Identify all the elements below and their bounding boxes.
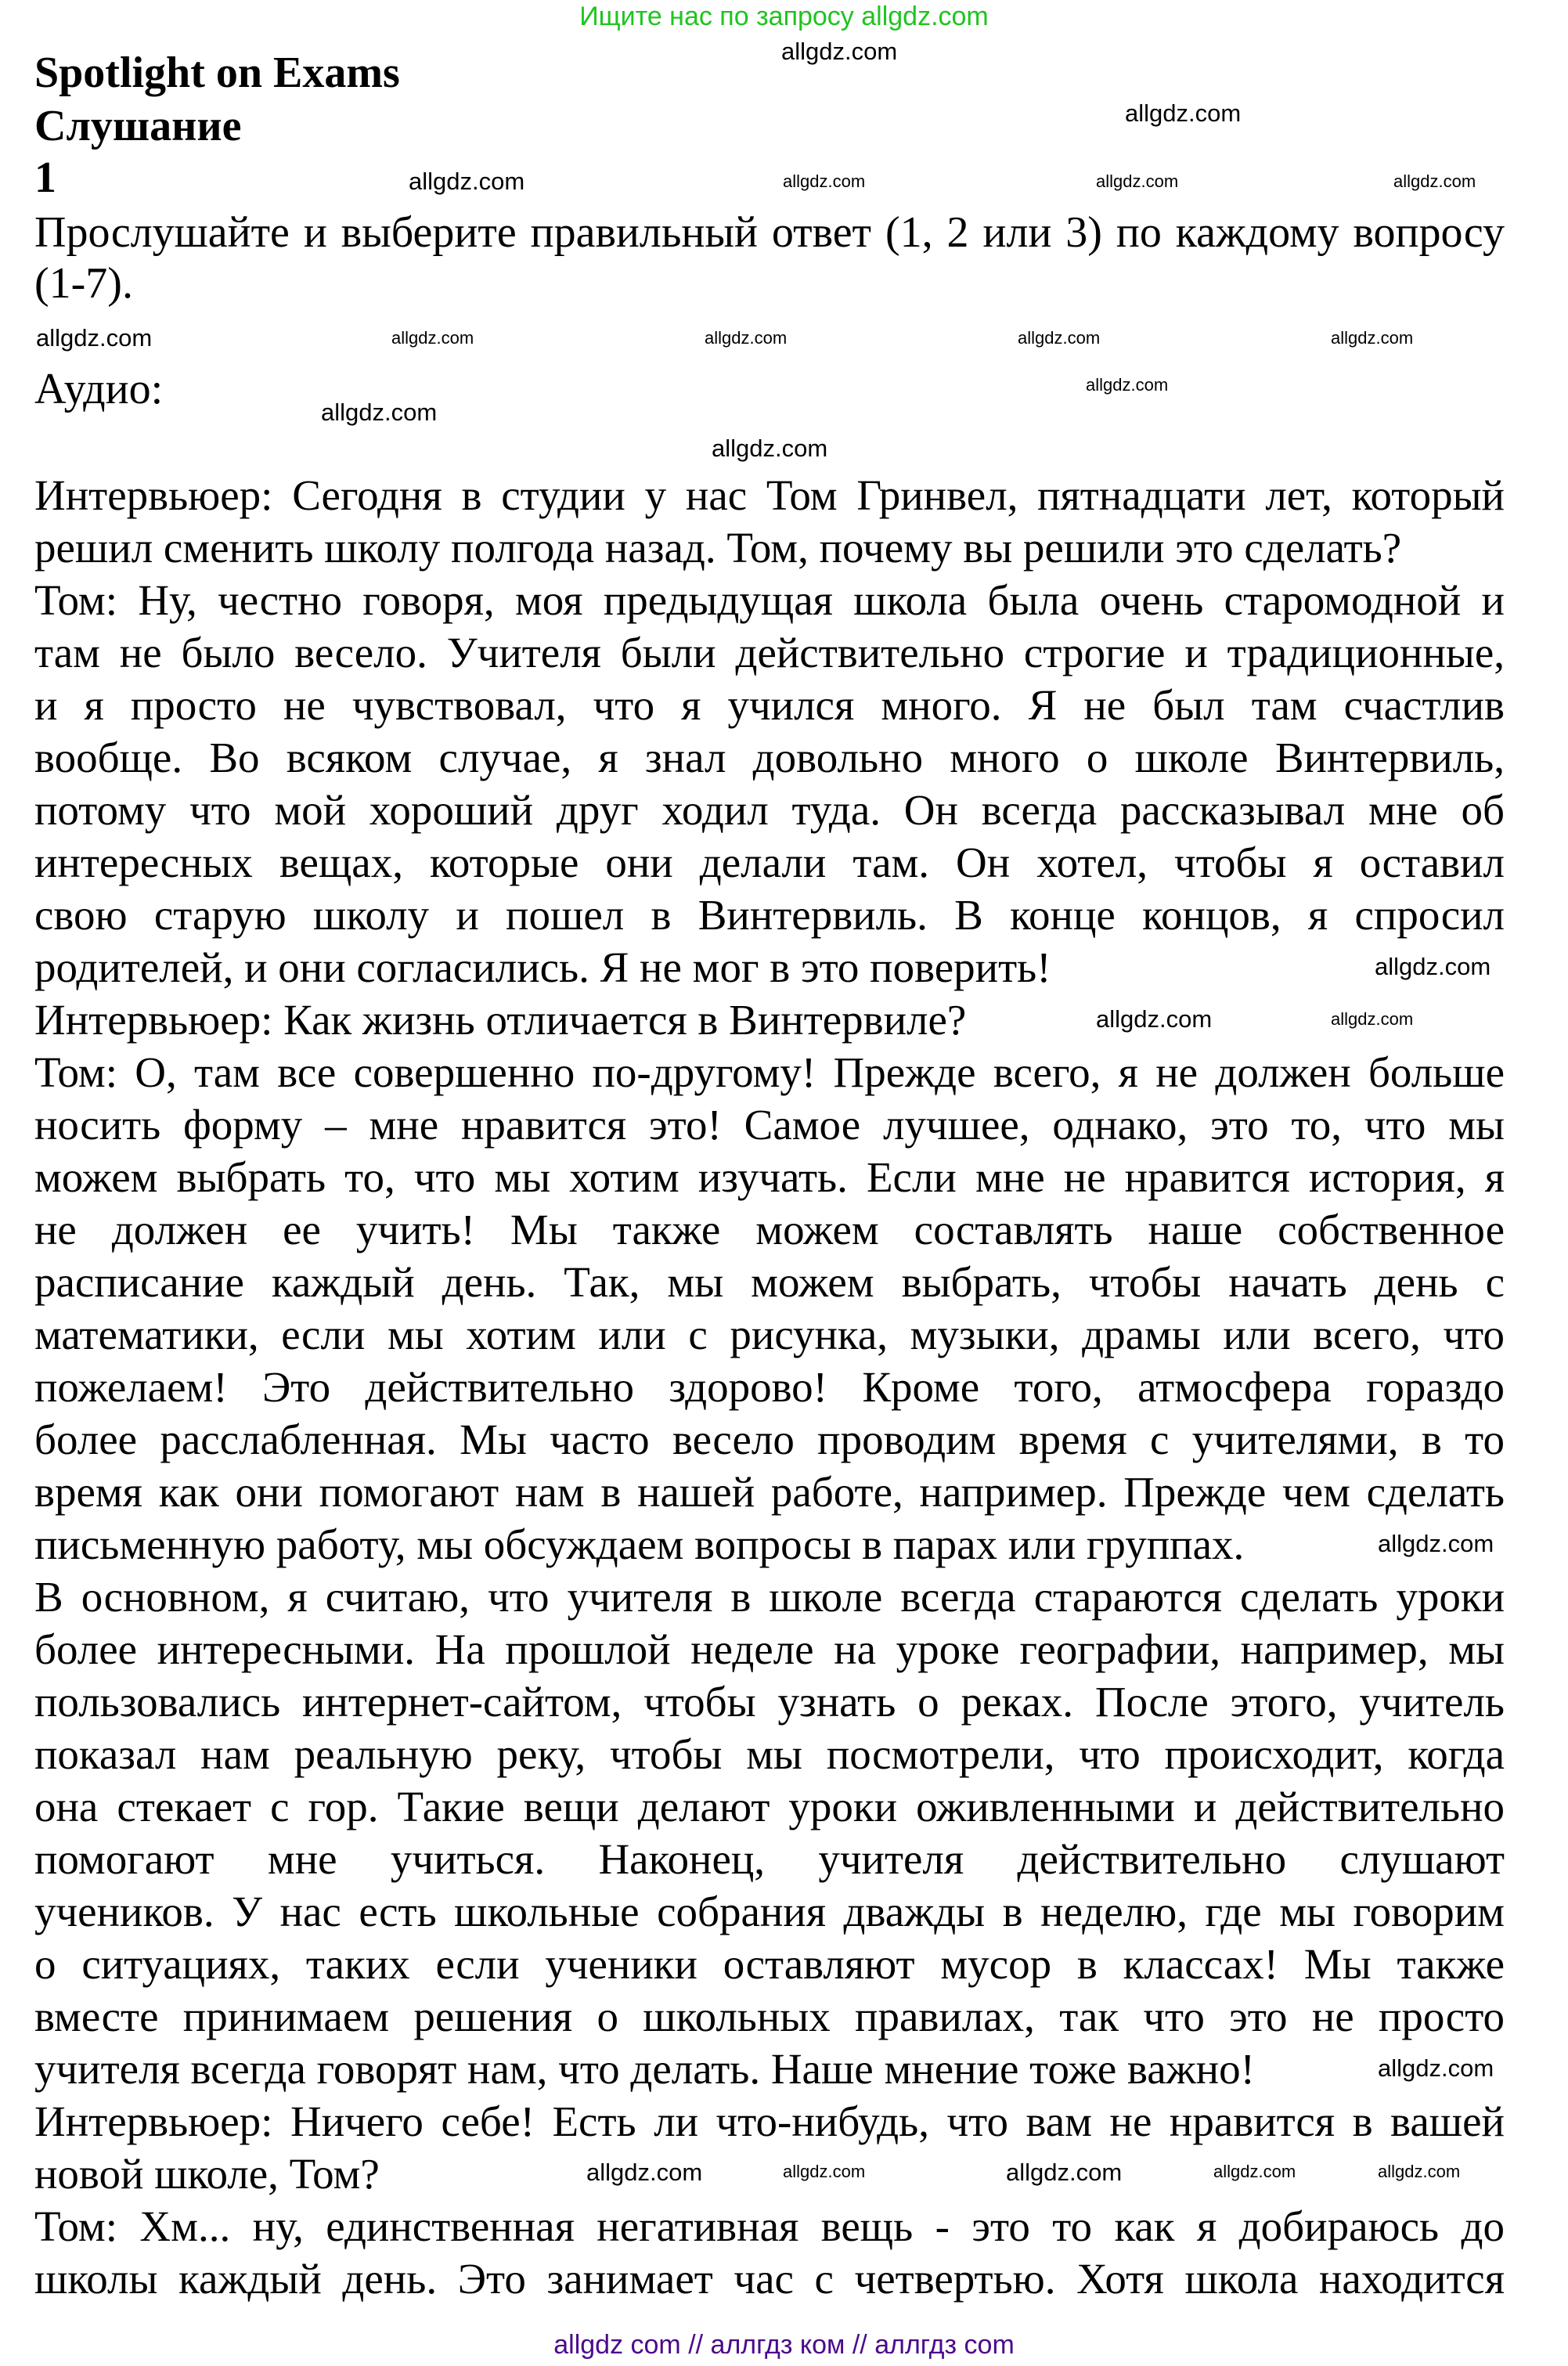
transcript-line: Том: Ну, честно говоря, моя предыдущая школа была очень старомодной и (34, 576, 1505, 624)
transcript-line: вместе принимаем решения о школьных правилах, так что это не просто (34, 1993, 1505, 2040)
transcript-line: решил сменить школу полгода назад. Том, почему вы решили это сделать? (34, 524, 1402, 572)
transcript-line: там не было весело. Учителя были действительно строгие и традиционные, (34, 629, 1505, 676)
watermark: allgdz.com (1378, 2054, 1494, 2082)
watermark: allgdz.com (1018, 328, 1101, 348)
transcript-line: свою старую школу и пошел в Винтервиль. В конце концов, я спросил (34, 891, 1505, 939)
transcript-line: учеников. У нас есть школьные собрания дважды в неделю, где мы говорим (34, 1888, 1505, 1935)
watermark: allgdz.com (321, 399, 438, 426)
watermark: allgdz.com (586, 2159, 703, 2186)
watermark: allgdz.com (409, 168, 525, 195)
transcript-line: потому что мой хороший друг ходил туда. Он всегда рассказывал мне об (34, 786, 1505, 834)
watermark: allgdz.com (783, 2162, 866, 2181)
transcript-line: Интервьюер: Ничего себе! Есть ли что-нибудь, что вам не нравится в вашей (34, 2097, 1505, 2145)
transcript-line: математики, если мы хотим или с рисунка, музыки, драмы или всего, что (34, 1311, 1505, 1358)
transcript-line: вообще. Во всяком случае, я знал довольно много о школе Винтервиль, (34, 734, 1505, 781)
transcript-line: можем выбрать то, что мы хотим изучать. Если мне не нравится история, я (34, 1153, 1505, 1201)
transcript-line: помогают мне учиться. Наконец, учителя действительно слушают (34, 1835, 1505, 1883)
transcript-line: родителей, и они согласились. Я не мог в это поверить! (34, 943, 1051, 991)
watermark: allgdz.com (1213, 2162, 1296, 2181)
transcript-line: Интервьюер: Как жизнь отличается в Винтервиле? (34, 996, 967, 1044)
transcript-line: и я просто не чувствовал, что я учился много. Я не был там счастлив (34, 681, 1505, 729)
transcript-line: более расслабленная. Мы часто весело проводим время с учителями, в то (34, 1416, 1505, 1463)
watermark: allgdz.com (36, 324, 153, 352)
transcript-line: письменную работу, мы обсуждаем вопросы в парах или группах. (34, 1520, 1245, 1568)
transcript-line: более интересными. На прошлой неделе на уроке географии, например, мы (34, 1625, 1505, 1673)
transcript-line: школы каждый день. Это занимает час с четвертью. Хотя школа находится (34, 2255, 1505, 2303)
watermark: allgdz.com (1378, 2162, 1461, 2181)
watermark: allgdz.com (1006, 2159, 1123, 2186)
watermark: allgdz.com (1375, 953, 1491, 980)
watermark: allgdz.com (1393, 171, 1476, 191)
transcript-line: Том: О, там все совершенно по-другому! Прежде всего, я не должен больше (34, 1048, 1505, 1096)
transcript-line: новой школе, Том? (34, 2150, 380, 2198)
bottom-banner: allgdz com // аллгдз ком // аллгдз com (553, 2330, 1015, 2360)
transcript-line: пользовались интернет-сайтом, чтобы узнать о реках. После этого, учитель (34, 1678, 1505, 1726)
instruction-line: Прослушайте и выберите правильный ответ (1, 2 или 3) по каждому вопросу (34, 208, 1505, 257)
top-banner: Ищите нас по запросу allgdz.com (579, 2, 989, 31)
watermark: allgdz.com (712, 435, 828, 462)
watermark: allgdz.com (783, 171, 866, 191)
section-title: Слушание (34, 102, 242, 150)
watermark: allgdz.com (391, 328, 474, 348)
watermark: allgdz.com (1096, 1005, 1213, 1033)
transcript-line: интересных вещах, которые они делали там. Он хотел, чтобы я оставил (34, 839, 1505, 886)
book-title: Spotlight on Exams (34, 49, 400, 97)
transcript-line: пожелаем! Это действительно здорово! Кроме того, атмосфера гораздо (34, 1363, 1505, 1411)
watermark: allgdz.com (1125, 99, 1242, 127)
transcript-line: учителя всегда говорят нам, что делать. Наше мнение тоже важно! (34, 2045, 1255, 2093)
transcript-line: расписание каждый день. Так, мы можем выбрать, чтобы начать день с (34, 1258, 1505, 1306)
watermark: allgdz.com (1331, 328, 1414, 348)
watermark: allgdz.com (1378, 1530, 1494, 1557)
transcript-line: о ситуациях, таких если ученики оставляют мусор в классах! Мы также (34, 1940, 1505, 1988)
instruction-line: (1-7). (34, 259, 133, 308)
transcript-line: она стекает с гор. Такие вещи делают уроки оживленными и действительно (34, 1783, 1505, 1830)
watermark: allgdz.com (1086, 375, 1169, 395)
transcript-line: не должен ее учить! Мы также можем составлять наше собственное (34, 1206, 1505, 1253)
transcript-line: время как они помогают нам в нашей работе, например. Прежде чем сделать (34, 1468, 1505, 1516)
watermark: allgdz.com (781, 38, 898, 65)
watermark: allgdz.com (1331, 1009, 1414, 1029)
transcript-line: носить форму – мне нравится это! Самое лучшее, однако, это то, что мы (34, 1101, 1505, 1149)
audio-label: Аудио: (34, 365, 164, 413)
watermark: allgdz.com (705, 328, 788, 348)
transcript (34, 469, 1505, 2305)
transcript-line: показал нам реальную реку, чтобы мы посмотрели, что происходит, когда (34, 1730, 1505, 1778)
transcript-line: Том: Хм... ну, единственная негативная вещь - это то как я добираюсь до (34, 2202, 1505, 2250)
task-number: 1 (34, 153, 56, 202)
transcript-line: Интервьюер: Сегодня в студии у нас Том Гринвел, пятнадцати лет, который (34, 471, 1505, 519)
watermark: allgdz.com (1096, 171, 1179, 191)
transcript-line: В основном, я считаю, что учителя в школе всегда стараются сделать уроки (34, 1573, 1505, 1621)
